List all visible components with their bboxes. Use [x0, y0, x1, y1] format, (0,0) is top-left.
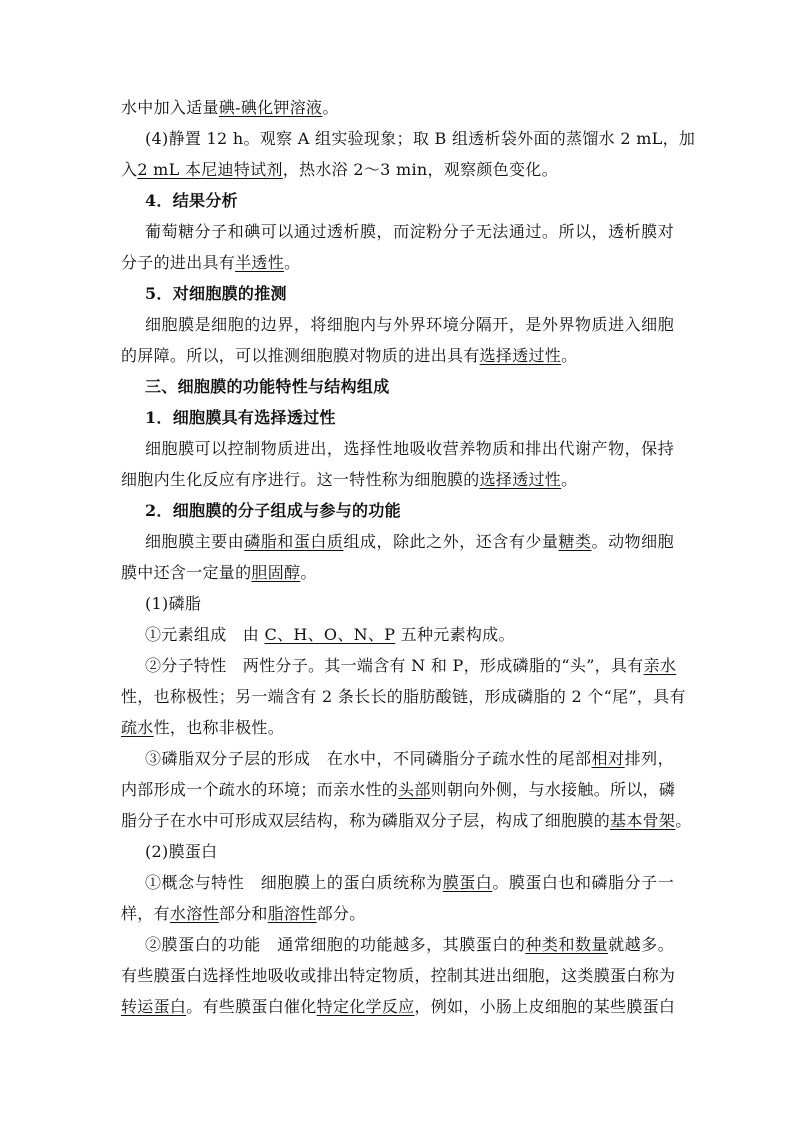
- text-segment: ①元素组成 由: [145, 625, 265, 644]
- section-heading: [145, 375, 390, 399]
- text-segment: 入: [121, 160, 138, 179]
- text-segment: 五种元素构成。: [395, 625, 515, 644]
- text-line: [121, 251, 300, 275]
- underlined-answer: 头部: [398, 780, 431, 799]
- text-segment: 1．细胞膜具有选择透过性: [145, 408, 336, 427]
- text-segment: ③磷脂双分子层的形成 在水中，不同磷脂分子疏水性的尾部: [145, 749, 592, 768]
- text-segment: (4)静置 12 h。观察 A 组实验现象；取 B 组透析袋外面的蒸馏水 2 mL，加: [145, 129, 696, 148]
- text-segment: 葡萄糖分子和碘可以通过透析膜，而淀粉分子无法通过。所以，透析膜对: [145, 222, 674, 241]
- text-line: [121, 716, 284, 740]
- text-segment: 则朝向外侧，与水接触。所以，磷: [430, 780, 676, 799]
- underlined-answer: 糖类: [558, 532, 592, 551]
- text-line: [145, 840, 217, 864]
- text-segment: ，例如，小肠上皮细胞的某些膜蛋白: [414, 997, 676, 1016]
- underlined-answer: 疏水: [121, 718, 154, 737]
- text-line: [145, 530, 674, 554]
- underlined-answer: 脂溶性: [267, 904, 317, 923]
- text-segment: 。: [561, 470, 578, 489]
- text-segment: 5．对细胞膜的推测: [145, 284, 287, 303]
- underlined-answer: 胆固醇: [251, 563, 301, 582]
- underlined-answer: 膜蛋白: [442, 873, 493, 892]
- text-line: [121, 96, 339, 120]
- text-segment: 三、细胞膜的功能特性与结构组成: [145, 377, 390, 396]
- text-segment: 部分和: [218, 904, 268, 923]
- text-line: [121, 468, 577, 492]
- text-segment: 样，有: [121, 904, 170, 923]
- underlined-answer: 选择透过性: [479, 346, 562, 365]
- text-segment: 水中加入适量: [121, 98, 219, 117]
- text-segment: ，热水浴 2～3 min，观察颜色变化。: [282, 160, 558, 179]
- text-line: [121, 995, 674, 1019]
- text-segment: 分子的进出具有: [121, 253, 236, 272]
- text-segment: 4．结果分析: [145, 191, 238, 210]
- text-line: [121, 158, 558, 182]
- text-line: [121, 902, 366, 926]
- text-segment: 性，也称极性；另一端含有 2 条长长的脂肪酸链，形成磷脂的 2 个“尾”，具有: [121, 687, 686, 706]
- text-segment: 。有些膜蛋白催化: [186, 997, 317, 1016]
- section-heading: [145, 406, 336, 430]
- text-line: [121, 809, 692, 833]
- text-segment: ②分子特性 两性分子。其一端含有 N 和 P，形成磷脂的“头”，具有: [145, 656, 644, 675]
- text-line: [121, 685, 686, 709]
- text-segment: (2)膜蛋白: [145, 842, 218, 861]
- underlined-answer: 特定化学反应: [316, 997, 415, 1016]
- text-segment: 脂分子在水中可形成双层结构，称为磷脂双分子层，构成了细胞膜的: [121, 811, 611, 830]
- text-segment: 排列，: [624, 749, 674, 768]
- text-segment: 。: [300, 563, 317, 582]
- underlined-answer: 亲水: [643, 656, 677, 675]
- text-line: [121, 778, 674, 802]
- text-segment: 就越多。: [608, 935, 674, 954]
- text-segment: 有些膜蛋白选择性地吸收或排出特定物质，控制其进出细胞，这类膜蛋白称为: [121, 966, 676, 985]
- text-line: [145, 437, 674, 461]
- underlined-answer: 基本骨架: [610, 811, 676, 830]
- underlined-answer: 选择透过性: [479, 470, 562, 489]
- text-segment: 内部形成一个疏水的环境；而亲水性的: [121, 780, 399, 799]
- underlined-answer: 水溶性: [169, 904, 219, 923]
- text-segment: 2．细胞膜的分子组成与参与的功能: [145, 501, 401, 520]
- text-segment: 。膜蛋白也和磷脂分子一: [492, 873, 674, 892]
- text-segment: ②膜蛋白的功能 通常细胞的功能越多，其膜蛋白的: [145, 935, 526, 954]
- text-segment: 细胞膜可以控制物质进出，选择性地吸收营养物质和排出代谢产物，保持: [145, 439, 674, 458]
- text-segment: ①概念与特性 细胞膜上的蛋白质统称为: [145, 873, 443, 892]
- section-heading: [145, 189, 238, 213]
- underlined-answer: 碘-碘化钾溶液: [218, 98, 323, 117]
- text-line: [145, 220, 674, 244]
- text-segment: 。: [284, 253, 301, 272]
- text-segment: 细胞膜主要由: [145, 532, 245, 551]
- text-segment: 细胞膜是细胞的边界，将细胞内与外界环境分隔开，是外界物质进入细胞: [145, 315, 674, 334]
- text-line: [145, 127, 696, 151]
- text-line: [121, 964, 674, 988]
- text-segment: 膜中还含一定量的: [121, 563, 252, 582]
- text-segment: 组成，除此之外，还含有少量: [343, 532, 559, 551]
- text-segment: 的屏障。所以，可以推测细胞膜对物质的进出具有: [121, 346, 480, 365]
- underlined-answer: 转运蛋白: [121, 997, 187, 1016]
- text-segment: 部分。: [316, 904, 366, 923]
- underlined-answer: 种类和数量: [525, 935, 609, 954]
- underlined-answer: 2 mL 本尼迪特试剂: [137, 160, 283, 179]
- text-line: [121, 561, 317, 585]
- text-line: [145, 313, 674, 337]
- text-segment: 。: [561, 346, 578, 365]
- text-line: [145, 623, 515, 647]
- text-line: [145, 747, 674, 771]
- text-line: [145, 592, 201, 616]
- underlined-answer: 半透性: [235, 253, 285, 272]
- text-line: [145, 871, 674, 895]
- text-segment: 细胞内生化反应有序进行。这一特性称为细胞膜的: [121, 470, 480, 489]
- text-line: [145, 654, 677, 678]
- text-segment: 。: [675, 811, 692, 830]
- section-heading: [145, 282, 287, 306]
- text-segment: 。动物细胞: [591, 532, 674, 551]
- text-segment: 性，也称非极性。: [153, 718, 285, 737]
- underlined-answer: C、H、O、N、P: [264, 625, 396, 644]
- text-line: [121, 344, 577, 368]
- text-segment: 。: [322, 98, 339, 117]
- underlined-answer: 磷脂和蛋白质: [244, 532, 344, 551]
- section-heading: [145, 499, 401, 523]
- text-segment: (1)磷脂: [145, 594, 202, 613]
- text-line: [145, 933, 674, 957]
- underlined-answer: 相对: [591, 749, 625, 768]
